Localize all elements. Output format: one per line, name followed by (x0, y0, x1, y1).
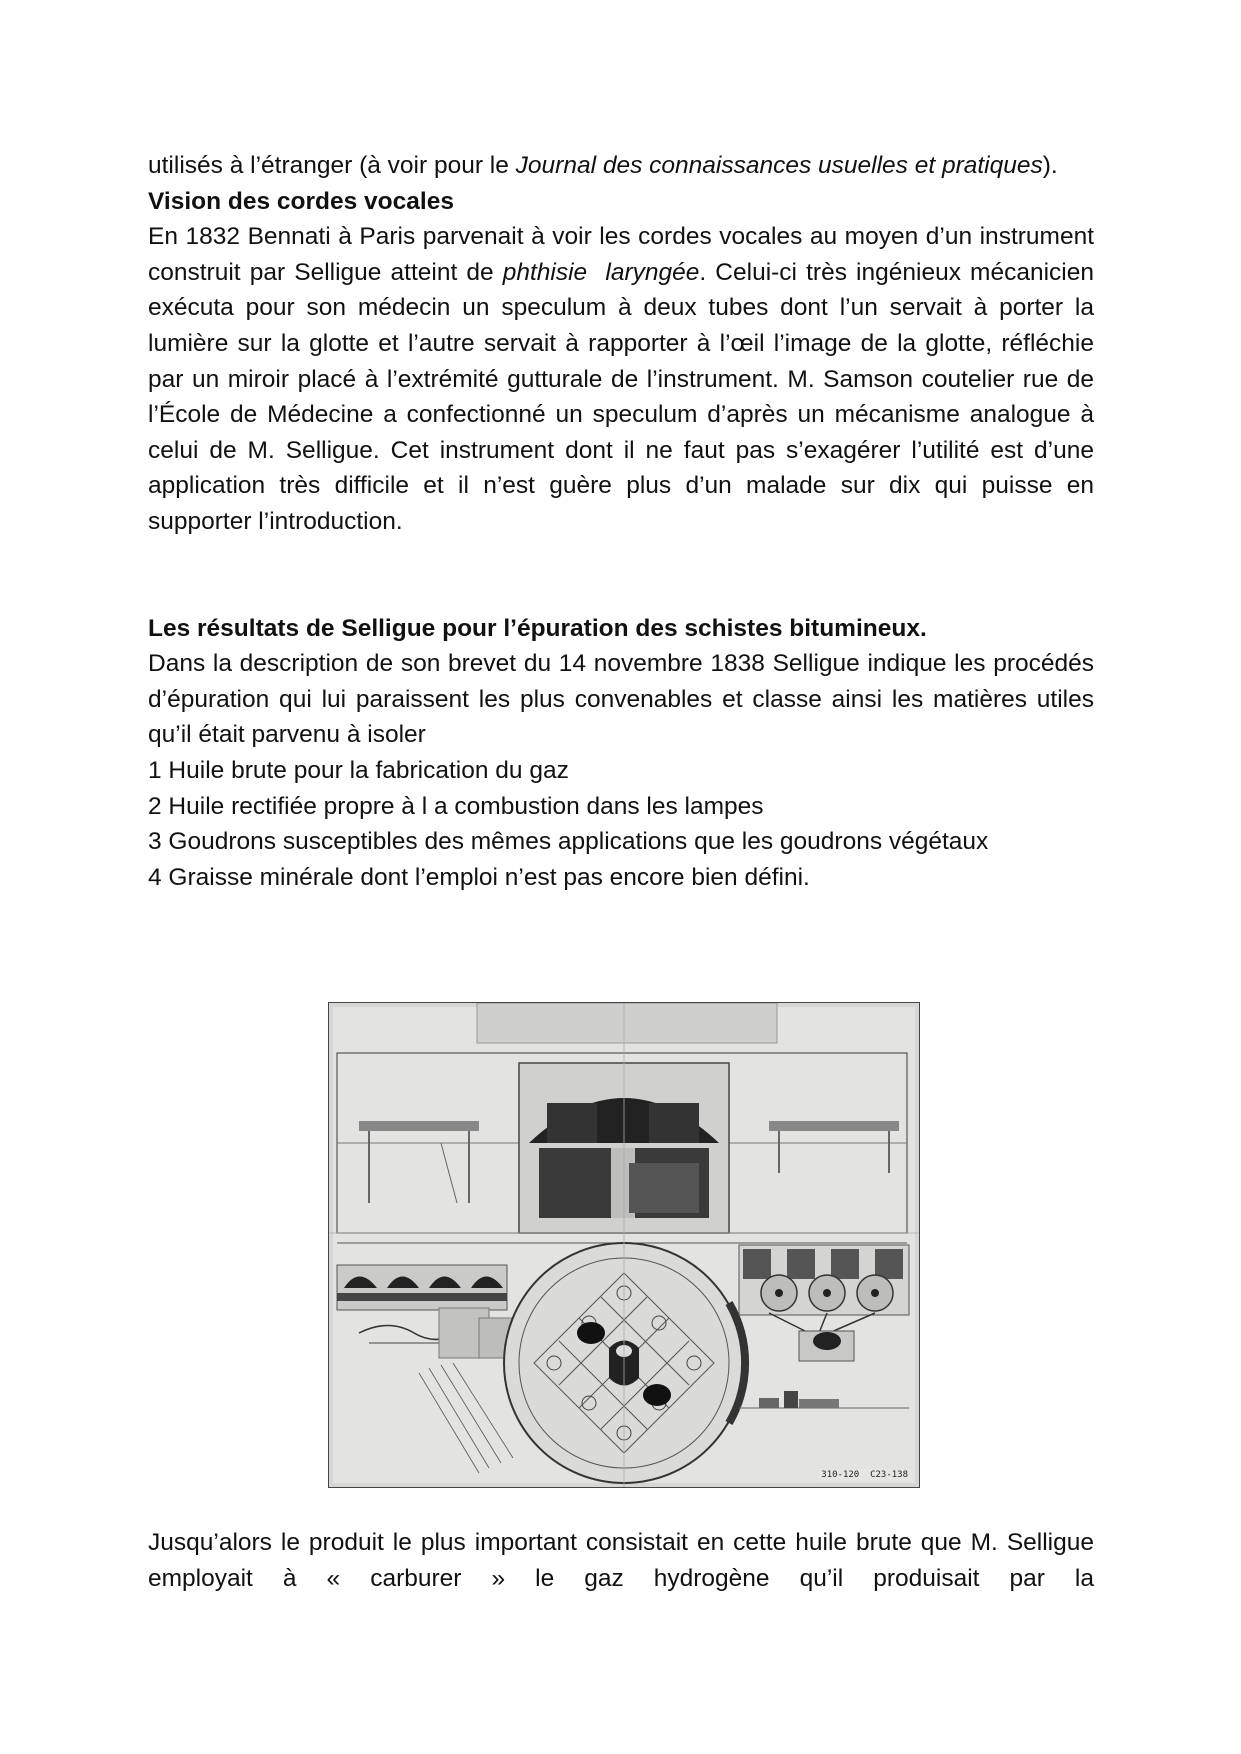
spacer (148, 540, 1094, 611)
closing-section (148, 1525, 1094, 1596)
list-item: 1 Huile brute pour la fabrication du gaz (148, 756, 569, 784)
patent-drawing (329, 1003, 919, 1487)
patent-drawing-figure (328, 1002, 920, 1488)
intro-suffix: ). (1042, 152, 1058, 179)
list-item: 4 Graisse minérale dont l’emploi n’est pas encore bien défini. (148, 863, 810, 891)
archive-stamp (818, 1469, 911, 1481)
section-heading-vocal-cords: Vision des cordes vocales (148, 187, 454, 215)
closing-paragraph: Jusqu’alors le produit le plus important consistait en cette huile brute que M. Selligue employait à « carburer » le gaz hydrogène qu’il produisait par la (148, 1529, 1094, 1592)
stamp-right: C23-138 (870, 1470, 908, 1480)
document-body (148, 148, 1094, 895)
vocal-cords-paragraph (148, 219, 1094, 539)
disease-name: phthisie laryngée (502, 258, 700, 286)
intro-paragraph (148, 148, 1094, 184)
stamp-left: 310-120 (821, 1470, 860, 1480)
paragraph-text-part2: . Celui-ci très ingénieux mécanicien exécuta pour son médecin un speculum à deux tubes dont l’un servait à porter la lumière sur la glotte et l’autre servait à rapporter à l’œil l’image de la glotte, réfléchie par un miroir placé à l’extrémité gutturale de l’instrument. M. Samson coutelier rue de l’École de Médecine a confectionné un speculum d’après un mécanisme analogue à celui de M. Selligue. Cet instrument dont il ne faut pas s’exagérer l’utilité est d’une application très difficile et il n’est guère plus d’un malade sur dix qui puisse en supporter l’introduction. (148, 258, 1094, 535)
list-item: 2 Huile rectifiée propre à l a combustion dans les lampes (148, 792, 764, 820)
paragraph-text-part1: En 1832 Bennati à Paris parvenait à voir les cordes vocales au moyen d’un instrument construit par Selligue atteint de (148, 223, 1094, 286)
journal-title: Journal des connaissances usuelles et pratiques (515, 152, 1043, 179)
list-item: 3 Goudrons susceptibles des mêmes applications que les goudrons végétaux (148, 828, 989, 856)
intro-text: utilisés à l’étranger (à voir pour le (148, 152, 516, 179)
schists-paragraph: Dans la description de son brevet du 14 novembre 1838 Selligue indique les procédés d’épuration qui lui paraissent les plus convenables et classe ainsi les matières utiles qu’il était parvenu à isoler (148, 650, 1094, 749)
section-heading-schists: Les résultats de Selligue pour l’épuration des schistes bitumineux. (148, 614, 927, 642)
